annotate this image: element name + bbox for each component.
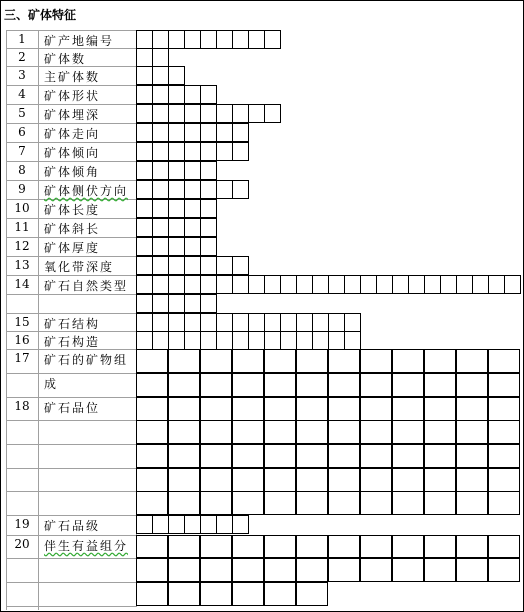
row-number: 18 [14, 399, 30, 413]
row-label: 矿体形状 [44, 89, 101, 103]
entry-box[interactable] [136, 444, 168, 468]
entry-box[interactable] [184, 294, 201, 313]
entry-box[interactable] [472, 275, 489, 294]
entry-box[interactable] [200, 515, 217, 534]
row-number: 8 [18, 163, 26, 177]
entry-box[interactable] [488, 558, 520, 582]
row-label: 成 [44, 377, 59, 391]
row-label: 矿石品位 [44, 401, 101, 415]
entry-box[interactable] [264, 468, 296, 492]
row-label: 氧化带深度 [44, 260, 115, 274]
entry-box[interactable] [184, 180, 201, 199]
entry-box[interactable] [152, 515, 169, 534]
entry-box[interactable] [344, 275, 361, 294]
entry-box[interactable] [152, 161, 169, 180]
entry-box[interactable] [136, 256, 153, 275]
entry-box[interactable] [456, 397, 488, 421]
entry-box[interactable] [152, 123, 169, 142]
entry-box[interactable] [168, 237, 185, 256]
row-label: 矿体倾角 [44, 165, 101, 179]
entry-box[interactable] [200, 420, 232, 444]
row-number: 17 [14, 351, 30, 365]
entry-box[interactable] [200, 558, 232, 582]
entry-box[interactable] [136, 558, 168, 582]
entry-box[interactable] [280, 313, 297, 332]
entry-box[interactable] [216, 104, 233, 123]
entry-box[interactable] [232, 30, 249, 49]
entry-box[interactable] [136, 237, 153, 256]
entry-box[interactable] [200, 30, 217, 49]
entry-box[interactable] [184, 30, 201, 49]
entry-box[interactable] [232, 468, 264, 492]
entry-box[interactable] [216, 256, 233, 275]
entry-box[interactable] [264, 104, 281, 123]
row-label: 矿体斜长 [44, 222, 101, 236]
entry-box[interactable] [488, 535, 520, 558]
entry-box[interactable] [168, 85, 185, 104]
entry-box[interactable] [136, 142, 153, 161]
entry-box[interactable] [424, 468, 456, 492]
entry-box[interactable] [280, 331, 297, 350]
entry-box[interactable] [200, 123, 217, 142]
entry-box[interactable] [264, 313, 281, 332]
entry-box[interactable] [264, 444, 296, 468]
entry-box[interactable] [200, 218, 217, 237]
entry-box[interactable] [392, 535, 424, 558]
entry-box[interactable] [296, 331, 313, 350]
row-number: 2 [18, 50, 26, 64]
row-label: 矿体倾向 [44, 146, 101, 160]
entry-box[interactable] [296, 582, 328, 606]
entry-box[interactable] [328, 373, 360, 397]
entry-box[interactable] [488, 468, 520, 492]
entry-box[interactable] [248, 30, 265, 49]
entry-box[interactable] [232, 331, 249, 350]
entry-box[interactable] [200, 373, 232, 397]
entry-box[interactable] [184, 256, 201, 275]
entry-box[interactable] [168, 180, 185, 199]
entry-box[interactable] [136, 104, 153, 123]
entry-box[interactable] [200, 349, 232, 373]
entry-box[interactable] [328, 420, 360, 444]
entry-box[interactable] [200, 294, 217, 313]
entry-box[interactable] [232, 275, 249, 294]
row-number: 10 [14, 201, 30, 215]
entry-box[interactable] [152, 237, 169, 256]
entry-box[interactable] [360, 491, 392, 515]
entry-box[interactable] [232, 180, 249, 199]
entry-box[interactable] [168, 275, 185, 294]
entry-box[interactable] [232, 373, 264, 397]
row-label: 矿石构造 [44, 335, 101, 349]
entry-box[interactable] [232, 256, 249, 275]
entry-box[interactable] [152, 331, 169, 350]
entry-box[interactable] [200, 397, 232, 421]
row-label: 矿体厚度 [44, 241, 101, 255]
entry-box[interactable] [360, 349, 392, 373]
entry-box[interactable] [136, 491, 168, 515]
entry-box[interactable] [168, 349, 200, 373]
entry-box[interactable] [360, 373, 392, 397]
entry-box[interactable] [328, 397, 360, 421]
row-number: 15 [14, 315, 30, 329]
entry-box[interactable] [216, 275, 233, 294]
entry-box[interactable] [424, 491, 456, 515]
entry-box[interactable] [168, 104, 185, 123]
entry-box[interactable] [456, 558, 488, 582]
entry-box[interactable] [232, 142, 249, 161]
entry-box[interactable] [408, 275, 425, 294]
entry-box[interactable] [152, 218, 169, 237]
entry-box[interactable] [168, 256, 185, 275]
entry-box[interactable] [360, 397, 392, 421]
entry-box[interactable] [184, 515, 201, 534]
entry-box[interactable] [392, 491, 424, 515]
entry-box[interactable] [168, 331, 185, 350]
entry-box[interactable] [168, 373, 200, 397]
entry-box[interactable] [456, 420, 488, 444]
entry-box[interactable] [296, 349, 328, 373]
entry-box[interactable] [152, 30, 169, 49]
entry-box[interactable] [392, 468, 424, 492]
entry-box[interactable] [152, 294, 169, 313]
entry-box[interactable] [168, 294, 185, 313]
entry-box[interactable] [168, 30, 185, 49]
entry-box[interactable] [136, 161, 153, 180]
entry-box[interactable] [200, 491, 232, 515]
entry-box[interactable] [200, 161, 217, 180]
entry-box[interactable] [184, 331, 201, 350]
entry-box[interactable] [136, 66, 153, 85]
entry-box[interactable] [200, 582, 232, 606]
entry-box[interactable] [184, 104, 201, 123]
entry-box[interactable] [424, 373, 456, 397]
entry-box[interactable] [328, 558, 360, 582]
entry-box[interactable] [152, 48, 169, 67]
row-number: 14 [14, 277, 30, 291]
row-label: 矿体数 [44, 52, 87, 66]
entry-box[interactable] [136, 199, 153, 218]
entry-box[interactable] [264, 535, 296, 558]
entry-box[interactable] [392, 373, 424, 397]
row-label: 矿体侧伏方向 [44, 184, 129, 198]
row-number: 12 [14, 239, 30, 253]
entry-box[interactable] [264, 30, 281, 49]
entry-box[interactable] [232, 104, 249, 123]
entry-box[interactable] [232, 582, 264, 606]
row-label: 矿石的矿物组 [44, 353, 129, 367]
entry-box[interactable] [232, 349, 264, 373]
entry-box[interactable] [168, 313, 185, 332]
entry-box[interactable] [136, 180, 153, 199]
entry-box[interactable] [136, 294, 153, 313]
entry-box[interactable] [200, 180, 217, 199]
entry-box[interactable] [344, 331, 361, 350]
entry-box[interactable] [136, 48, 153, 67]
entry-box[interactable] [360, 558, 392, 582]
row-number: 19 [14, 517, 30, 531]
entry-box[interactable] [424, 444, 456, 468]
entry-box[interactable] [216, 180, 233, 199]
entry-box[interactable] [136, 349, 168, 373]
entry-box[interactable] [200, 85, 217, 104]
entry-box[interactable] [200, 468, 232, 492]
entry-box[interactable] [184, 161, 201, 180]
entry-box[interactable] [296, 558, 328, 582]
entry-box[interactable] [136, 331, 153, 350]
row-number: 11 [14, 220, 30, 234]
entry-box[interactable] [360, 444, 392, 468]
entry-box[interactable] [360, 420, 392, 444]
entry-box[interactable] [200, 275, 217, 294]
entry-box[interactable] [392, 558, 424, 582]
entry-box[interactable] [136, 313, 153, 332]
entry-box[interactable] [456, 373, 488, 397]
row-number: 4 [18, 87, 26, 101]
entry-box[interactable] [136, 123, 153, 142]
entry-box[interactable] [456, 349, 488, 373]
entry-box[interactable] [264, 349, 296, 373]
row-number: 13 [14, 258, 30, 272]
entry-box[interactable] [264, 491, 296, 515]
entry-box[interactable] [424, 275, 441, 294]
section-heading: 三、矿体特征 [4, 8, 77, 22]
entry-box[interactable] [216, 313, 233, 332]
entry-box[interactable] [376, 275, 393, 294]
entry-box[interactable] [232, 444, 264, 468]
entry-box[interactable] [392, 444, 424, 468]
entry-box[interactable] [232, 420, 264, 444]
row-label: 矿体埋深 [44, 108, 101, 122]
entry-box[interactable] [360, 275, 377, 294]
entry-box[interactable] [456, 444, 488, 468]
entry-box[interactable] [136, 373, 168, 397]
entry-box[interactable] [168, 582, 200, 606]
row-label: 伴生有益组分 [44, 539, 129, 553]
entry-box[interactable] [200, 237, 217, 256]
entry-box[interactable] [168, 444, 200, 468]
entry-box[interactable] [456, 491, 488, 515]
entry-box[interactable] [440, 275, 457, 294]
entry-box[interactable] [488, 397, 520, 421]
entry-box[interactable] [200, 535, 232, 558]
entry-box[interactable] [248, 275, 265, 294]
entry-box[interactable] [424, 349, 456, 373]
entry-box[interactable] [296, 373, 328, 397]
entry-box[interactable] [264, 420, 296, 444]
entry-box[interactable] [248, 104, 265, 123]
entry-box[interactable] [168, 420, 200, 444]
entry-box[interactable] [296, 397, 328, 421]
entry-box[interactable] [136, 535, 168, 558]
row-label: 矿石结构 [44, 317, 101, 331]
entry-box[interactable] [152, 142, 169, 161]
entry-box[interactable] [232, 558, 264, 582]
entry-box[interactable] [264, 331, 281, 350]
entry-box[interactable] [296, 313, 313, 332]
entry-box[interactable] [488, 420, 520, 444]
entry-box[interactable] [184, 237, 201, 256]
entry-box[interactable] [424, 558, 456, 582]
entry-box[interactable] [328, 275, 345, 294]
entry-box[interactable] [296, 444, 328, 468]
entry-box[interactable] [168, 535, 200, 558]
row-label: 矿产地编号 [44, 34, 115, 48]
entry-box[interactable] [168, 123, 185, 142]
entry-box[interactable] [168, 142, 185, 161]
entry-box[interactable] [136, 30, 153, 49]
entry-box[interactable] [312, 313, 329, 332]
entry-box[interactable] [360, 468, 392, 492]
entry-box[interactable] [136, 420, 168, 444]
entry-box[interactable] [264, 397, 296, 421]
entry-box[interactable] [232, 515, 249, 534]
row-label: 矿石自然类型 [44, 279, 129, 293]
entry-box[interactable] [328, 491, 360, 515]
entry-box[interactable] [200, 444, 232, 468]
row-number: 7 [18, 144, 26, 158]
entry-box[interactable] [216, 515, 233, 534]
entry-box[interactable] [216, 331, 233, 350]
entry-box[interactable] [152, 85, 169, 104]
entry-box[interactable] [424, 535, 456, 558]
entry-box[interactable] [168, 161, 185, 180]
row-number: 6 [18, 125, 26, 139]
entry-box[interactable] [184, 85, 201, 104]
entry-box[interactable] [424, 397, 456, 421]
entry-box[interactable] [152, 256, 169, 275]
row-label: 矿体长度 [44, 203, 101, 217]
entry-box[interactable] [488, 491, 520, 515]
entry-box[interactable] [232, 123, 249, 142]
entry-box[interactable] [216, 30, 233, 49]
entry-box[interactable] [136, 275, 153, 294]
entry-box[interactable] [152, 180, 169, 199]
entry-box[interactable] [456, 275, 473, 294]
entry-box[interactable] [296, 491, 328, 515]
entry-box[interactable] [296, 420, 328, 444]
entry-box[interactable] [312, 331, 329, 350]
entry-box[interactable] [152, 66, 169, 85]
entry-box[interactable] [456, 535, 488, 558]
entry-box[interactable] [456, 468, 488, 492]
entry-box[interactable] [488, 349, 520, 373]
entry-box[interactable] [168, 397, 200, 421]
entry-box[interactable] [184, 123, 201, 142]
entry-box[interactable] [184, 142, 201, 161]
entry-box[interactable] [264, 558, 296, 582]
entry-box[interactable] [184, 313, 201, 332]
entry-box[interactable] [488, 275, 505, 294]
entry-box[interactable] [280, 275, 297, 294]
entry-box[interactable] [296, 275, 313, 294]
entry-box[interactable] [200, 313, 217, 332]
entry-box[interactable] [184, 275, 201, 294]
row-number: 5 [18, 106, 26, 120]
entry-box[interactable] [168, 468, 200, 492]
entry-box[interactable] [136, 468, 168, 492]
entry-box[interactable] [392, 275, 409, 294]
entry-box[interactable] [232, 397, 264, 421]
entry-box[interactable] [200, 256, 217, 275]
entry-box[interactable] [184, 199, 201, 218]
entry-box[interactable] [232, 491, 264, 515]
entry-box[interactable] [136, 397, 168, 421]
entry-box[interactable] [264, 582, 296, 606]
entry-box[interactable] [136, 85, 153, 104]
entry-box[interactable] [328, 331, 345, 350]
entry-box[interactable] [312, 275, 329, 294]
entry-box[interactable] [216, 142, 233, 161]
entry-box[interactable] [136, 218, 153, 237]
entry-box[interactable] [248, 331, 265, 350]
entry-box[interactable] [328, 349, 360, 373]
entry-box[interactable] [296, 468, 328, 492]
entry-box[interactable] [168, 491, 200, 515]
entry-box[interactable] [328, 468, 360, 492]
entry-box[interactable] [152, 313, 169, 332]
entry-box[interactable] [392, 349, 424, 373]
entry-box[interactable] [136, 515, 153, 534]
entry-box[interactable] [200, 142, 217, 161]
entry-box[interactable] [168, 558, 200, 582]
row-number: 20 [14, 537, 30, 551]
entry-box[interactable] [168, 66, 185, 85]
entry-box[interactable] [200, 199, 217, 218]
entry-box[interactable] [392, 397, 424, 421]
row-number: 3 [18, 68, 26, 82]
entry-box[interactable] [168, 199, 185, 218]
entry-box[interactable] [344, 313, 361, 332]
entry-box[interactable] [152, 199, 169, 218]
entry-box[interactable] [248, 313, 265, 332]
entry-box[interactable] [200, 104, 217, 123]
entry-box[interactable] [328, 313, 345, 332]
entry-box[interactable] [424, 420, 456, 444]
entry-box[interactable] [488, 444, 520, 468]
row-number: 1 [18, 32, 26, 46]
row-label: 矿体走向 [44, 127, 101, 141]
entry-box[interactable] [152, 104, 169, 123]
entry-box[interactable] [232, 535, 264, 558]
entry-box[interactable] [264, 275, 281, 294]
entry-box[interactable] [296, 535, 328, 558]
entry-box[interactable] [216, 123, 233, 142]
row-label: 主矿体数 [44, 70, 101, 84]
entry-box[interactable] [232, 313, 249, 332]
entry-box[interactable] [360, 535, 392, 558]
entry-box[interactable] [488, 373, 520, 397]
entry-box[interactable] [328, 535, 360, 558]
entry-box[interactable] [200, 331, 217, 350]
entry-box[interactable] [136, 582, 168, 606]
row-number: 9 [18, 182, 26, 196]
entry-box[interactable] [152, 275, 169, 294]
row-label: 矿石品级 [44, 519, 101, 533]
entry-box[interactable] [184, 218, 201, 237]
entry-box[interactable] [504, 275, 521, 294]
entry-box[interactable] [264, 373, 296, 397]
entry-box[interactable] [328, 444, 360, 468]
entry-box[interactable] [168, 515, 185, 534]
entry-box[interactable] [168, 218, 185, 237]
row-number: 16 [14, 333, 30, 347]
entry-box[interactable] [392, 420, 424, 444]
